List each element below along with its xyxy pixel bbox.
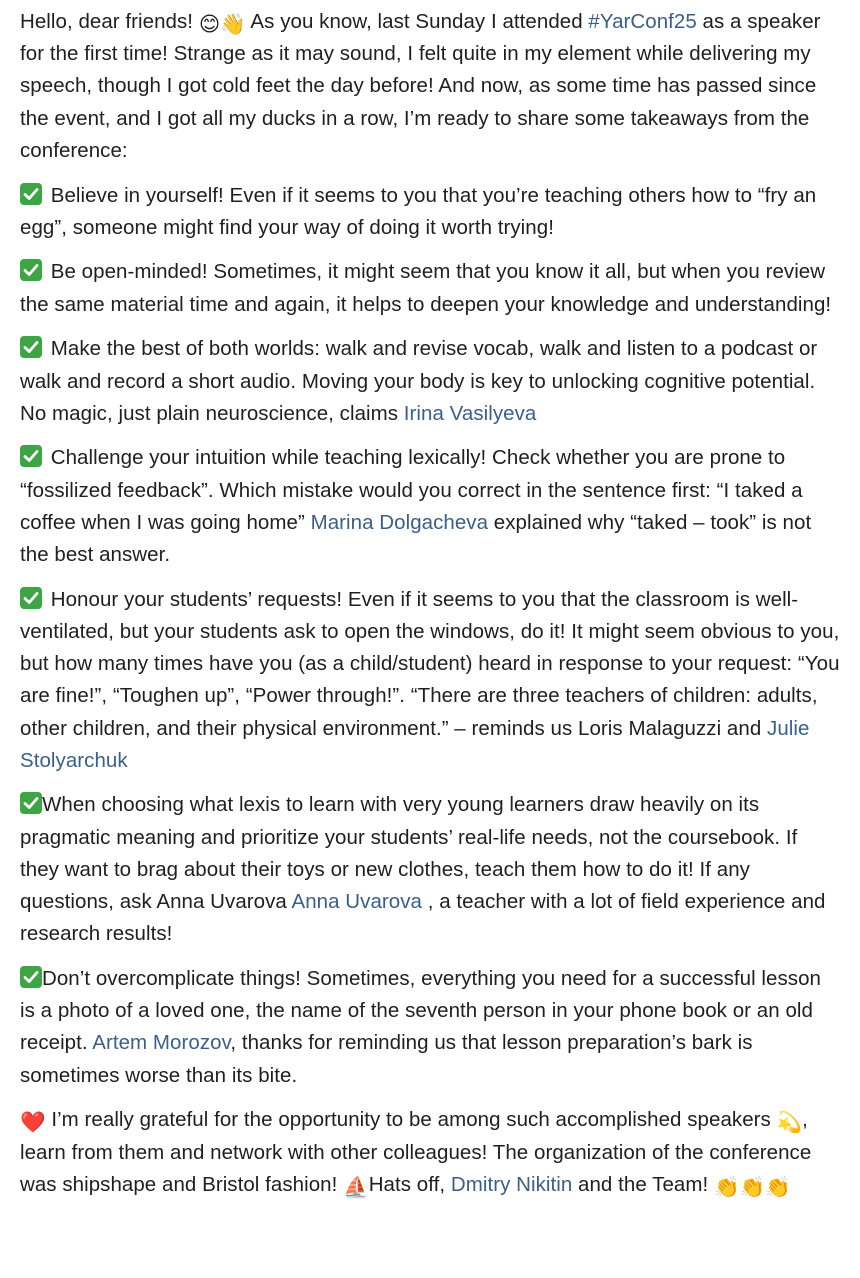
check-mark-icon bbox=[20, 966, 42, 988]
check-mark-icon bbox=[20, 183, 42, 205]
takeaway-6 bbox=[20, 789, 840, 950]
takeaway-4-text-1: Challenge your intuition while teaching lexically! Check whether you are prone to “fossilized feedback”. Which mistake would you correct in the sentence first: “I taked a coffee when I was going home” bbox=[20, 446, 803, 534]
takeaway-6-text-2: , a teacher with a lot of field experience and research results! bbox=[20, 890, 826, 946]
takeaway-1 bbox=[20, 180, 840, 244]
check-mark-icon bbox=[20, 587, 42, 609]
takeaway-5 bbox=[20, 584, 840, 777]
intro-text-1: Hello, dear friends! bbox=[20, 10, 199, 33]
mention-irina-vasilyeva[interactable]: Irina Vasilyeva bbox=[403, 401, 537, 425]
post-body bbox=[20, 6, 840, 1213]
takeaway-7-text-2: , thanks for reminding us that lesson preparation’s bark is sometimes worse than its bite. bbox=[20, 1031, 753, 1087]
sailboat-icon: ⛵ bbox=[343, 1175, 369, 1199]
check-mark-icon bbox=[20, 336, 42, 358]
intro-text-2: As you know, last Sunday I attended bbox=[245, 10, 589, 33]
check-mark-icon bbox=[20, 259, 42, 281]
takeaway-3-text: Make the best of both worlds: walk and revise vocab, walk and listen to a podcast or walk and record a short audio. Moving your body is key to unlocking cognitive potential. No magic, just plain neuroscience, claims bbox=[20, 337, 818, 425]
intro-paragraph bbox=[20, 6, 840, 167]
intro-text-3: as a speaker for the first time! Strange as it may sound, I felt quite in my element while delivering my speech, though I got cold feet the day before! And now, as some time has passed since the event, and I got all my ducks in a row, I’m ready to share some takeaways from the conference: bbox=[20, 10, 821, 162]
mention-anna-uvarova[interactable]: Anna Uvarova bbox=[291, 890, 422, 914]
takeaway-7 bbox=[20, 963, 840, 1092]
outro-text-2: , learn from them and network with other colleagues! The organization of the conference was shipshape and Bristol fashion! bbox=[20, 1108, 812, 1196]
takeaway-2 bbox=[20, 256, 840, 320]
clapping-hands-icon: 👏👏👏 bbox=[713, 1175, 791, 1199]
takeaway-4 bbox=[20, 442, 840, 571]
takeaway-4-text-2: explained why “taked – took” is not the best answer. bbox=[20, 510, 812, 567]
outro-paragraph bbox=[20, 1104, 840, 1201]
outro-text-4: and the Team! bbox=[572, 1172, 714, 1196]
outro-text-3: Hats off, bbox=[368, 1172, 451, 1196]
mention-dmitry-nikitin[interactable]: Dmitry Nikitin bbox=[450, 1172, 573, 1196]
sparkle-icon: 💫 bbox=[776, 1111, 803, 1135]
check-mark-icon bbox=[20, 445, 42, 467]
takeaway-6-text-1: When choosing what lexis to learn with very young learners draw heavily on its pragmatic meaning and prioritize your students’ real-life needs, not the coursebook. If they want to brag about their toys or new clothes, teach them how to do it! If any questions, ask Anna Uvarova bbox=[20, 793, 798, 914]
heart-icon: ❤️ bbox=[20, 1111, 46, 1135]
mention-julie-stolyarchuk[interactable]: Julie Stolyarchuk bbox=[20, 716, 810, 772]
takeaway-5-text: Honour your students’ requests! Even if it seems to you that the classroom is well-ventilated, but your students ask to open the windows, do it! It might seem obvious to you, but how many times have you (as a child/student) heard in response to your request: “You are fine!”, “Toughen up”, “Power through!”. “There are three teachers of children: adults, other children, and their physical environment.” – reminds us Loris Malaguzzi and bbox=[20, 587, 840, 740]
check-mark-icon bbox=[20, 792, 42, 814]
takeaway-1-text: Believe in yourself! Even if it seems to you that you’re teaching others how to “fry an egg”, someone might find your way of doing it worth trying! bbox=[20, 183, 817, 239]
outro-text-1: I’m really grateful for the opportunity to be among such accomplished speakers bbox=[45, 1108, 777, 1132]
takeaway-2-text: Be open-minded! Sometimes, it might seem that you know it all, but when you review the same material time and again, it helps to deepen your knowledge and understanding! bbox=[20, 260, 832, 316]
hashtag-link[interactable]: #YarConf25 bbox=[588, 10, 697, 33]
mention-artem-morozov[interactable]: Artem Morozov bbox=[92, 1031, 231, 1055]
takeaway-3 bbox=[20, 333, 840, 430]
mention-marina-dolgacheva[interactable]: Marina Dolgacheva bbox=[310, 510, 489, 534]
takeaway-7-text-1: Don’t overcomplicate things! Sometimes, everything you need for a successful lesson is a photo of a loved one, the name of the seventh person in your phone book or an old receipt. bbox=[20, 966, 821, 1055]
smile-wave-emoji-icon: 😊👋 bbox=[198, 13, 246, 36]
